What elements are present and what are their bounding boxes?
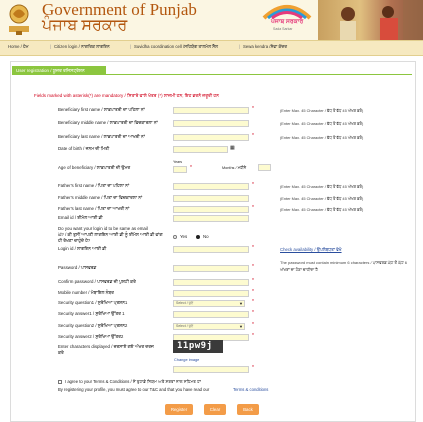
label-middle-name: Beneficiary middle name / ਲਾਭਪਾਤਰੀ ਦਾ ਵਿਚਕਾਰਲਾ ਨਾਂ <box>58 120 158 125</box>
nav-separator: | <box>50 44 52 49</box>
nav-citizen-login[interactable]: Citizen login / ਨਾਗਰਿਕ ਲਾਗਇਨ <box>54 44 110 49</box>
required-marker: * <box>252 133 254 139</box>
agree-terms-label: I agree to your Terms & Conditions / ਮੈਂ ਤੁਹਾਡੇ ਨਿਯਮ ਅਤੇ ਸ਼ਰਤਾਂ ਨਾਲ ਸਹਿਮਤ ਹਾਂ <box>65 379 201 384</box>
label-email: Email id / ਈਮੇਲ ਆਈ ਡੀ <box>58 215 103 220</box>
brand-name: ਪੰਜਾਬ ਸਰਕਾਰ <box>271 19 304 25</box>
nav-suvidha-cell[interactable]: Suvidha coordination cell /ਸਹਿਯੋਗ ਤਾਲਮੇਲ ਸੈੱਲ <box>134 44 218 49</box>
label-security-answer-1: Security answer1 / ਸੁਰੱਖਿਆ ਉੱਤਰ 1 <box>58 311 125 316</box>
label-years: Years <box>173 160 183 164</box>
label-father-last-name: Father's last name / ਪਿਤਾ ਦਾ ਆਖਰੀ ਨਾਂ <box>58 206 130 211</box>
date-of-birth-input[interactable] <box>173 146 228 153</box>
label-password: Password / ਪਾਸਵਰਡ <box>58 265 97 270</box>
required-marker: * <box>252 264 254 270</box>
required-marker: * <box>252 365 254 371</box>
change-image-link[interactable]: Change image <box>174 357 200 362</box>
max-length-hint: (Enter Max. 45 Character / ਵੱਧ ਤੋਂ ਵੱਧ 45 ਅੱਖਰ ਭਰੋ) <box>280 184 364 189</box>
father-last-name-input[interactable] <box>173 206 249 213</box>
brand-tagline: Sada Sarkar <box>273 27 293 31</box>
required-marker: * <box>252 182 254 188</box>
max-length-hint: (Enter Max. 45 Character / ਵੱਧ ਤੋਂ ਵੱਧ 45 ਅੱਖਰ ਭਰੋ) <box>280 108 364 113</box>
security-question-1-select[interactable] <box>173 300 245 307</box>
clear-button[interactable]: Clear <box>204 404 226 415</box>
label-no: No <box>203 234 209 239</box>
password-requirement-note: The password must contain minimum 6 characters / ਪਾਸਵਰਡ ਘੱਟ ਤੋਂ ਘੱਟ 6 ਅੱਖਰਾਂ ਦਾ ਹੋਣਾ ਚਾਹੀਦਾ ਹੈ <box>280 260 407 272</box>
required-marker: * <box>252 289 254 295</box>
select-placeholder: Select / ਚੁਣੋ <box>176 324 194 328</box>
max-length-hint: (Enter Max. 45 Character / ਵੱਧ ਤੋਂ ਵੱਧ 45 ਅੱਖਰ ਭਰੋ) <box>280 207 364 212</box>
site-title-english: Government of Punjab <box>42 0 197 19</box>
label-age: Age of beneficiary / ਲਾਭਪਾਤਰੀ ਦੀ ਉਮਰ <box>58 165 131 170</box>
label-father-middle-name: Father's middle name / ਪਿਤਾ ਦਾ ਵਿਚਕਾਰਲਾ ਨਾਂ <box>58 195 143 200</box>
father-first-name-input[interactable] <box>173 183 249 190</box>
father-middle-name-input[interactable] <box>173 195 249 202</box>
required-marker: * <box>252 310 254 316</box>
required-marker: * <box>252 245 254 251</box>
back-button[interactable]: Back <box>237 404 259 415</box>
label-confirm-password: Confirm password / ਪਾਸਵਰਡ ਦੀ ਪੁਸ਼ਟੀ ਕਰੋ <box>58 279 136 284</box>
security-question-2-select[interactable] <box>173 323 245 330</box>
nav-home[interactable]: Home / ਹੋਮ <box>8 44 29 49</box>
password-input[interactable] <box>173 265 249 272</box>
agree-terms-note: By registering your profile, you must agree to our T&C and that you have read our <box>58 387 210 392</box>
chevron-down-icon: ▼ <box>239 301 243 306</box>
mandatory-note: Fields marked with asterisk(*) are mandatory / ਸਿਤਾਰੇ ਵਾਲੇ ਖੇਤਰ (*) ਲਾਜ਼ਮੀ ਹਨ, ਇਹ ਭਰਨੇ ਜ਼ਰੂਰੀ ਹਨ <box>34 93 219 98</box>
required-marker: * <box>252 205 254 211</box>
security-answer-1-input[interactable] <box>173 311 249 318</box>
same-login-yes-radio[interactable] <box>173 235 177 239</box>
label-security-question-1: Security question1 / ਸੁਰੱਖਿਆ ਪ੍ਰਸ਼ਨ1 <box>58 300 128 305</box>
required-marker: * <box>252 106 254 112</box>
required-marker: * <box>252 299 254 305</box>
site-title-punjabi: ਪੰਜਾਬ ਸਰਕਾਰ <box>42 17 128 34</box>
label-first-name: Beneficiary first name / ਲਾਭਪਾਤਰੀ ਦਾ ਪਹਿਲਾ ਨਾਂ <box>58 107 145 112</box>
same-login-no-radio[interactable] <box>196 235 200 239</box>
label-same-login-line3: ਹੀ ਰੱਖਣਾ ਚਾਹੁੰਦੇ ਹੋ? <box>58 238 91 243</box>
header-photo <box>318 0 423 40</box>
age-months-input[interactable] <box>258 164 271 171</box>
label-security-answer-2: Security answer2 / ਸੁਰੱਖਿਆ ਉੱਤਰ2 <box>58 334 124 339</box>
confirm-password-input[interactable] <box>173 279 249 286</box>
captcha-image: 11pw9j <box>173 340 223 353</box>
nav-sewa-kendra[interactable]: Sewa kendra /ਸੇਵਾ ਕੇਂਦਰ <box>243 44 287 49</box>
label-last-name: Beneficiary last name / ਲਾਭਪਾਤਰੀ ਦਾ ਆਖਰੀ ਨਾਂ <box>58 134 145 139</box>
max-length-hint: (Enter Max. 45 Character / ਵੱਧ ਤੋਂ ਵੱਧ 45 ਅੱਖਰ ਭਰੋ) <box>280 135 364 140</box>
label-date-of-birth: Date of birth / ਜਨਮ ਦੀ ਮਿਤੀ <box>58 146 110 151</box>
login-id-input[interactable] <box>173 246 249 253</box>
label-security-question-2: Security question2 / ਸੁਰੱਖਿਆ ਪ੍ਰਸ਼ਨ2 <box>58 323 128 328</box>
tab-underline <box>106 74 412 75</box>
terms-and-conditions-link[interactable]: Terms & conditions <box>233 387 269 392</box>
required-marker: * <box>252 278 254 284</box>
label-yes: Yes <box>180 234 188 239</box>
first-name-input[interactable] <box>173 107 249 114</box>
required-marker: * <box>252 322 254 328</box>
label-captcha-line2: ਕਰੋ <box>58 350 64 355</box>
select-placeholder: Select / ਚੁਣੋ <box>176 301 194 305</box>
check-availability-link[interactable]: Check availability / ਉਪਲੱਬਧਤਾ ਵੇਖੋ <box>280 247 342 252</box>
label-same-login-line1: Do you want your login id to be same as email <box>58 226 148 231</box>
mobile-number-input[interactable] <box>173 290 249 297</box>
chevron-down-icon: ▼ <box>239 324 243 329</box>
nav-separator: | <box>239 44 241 49</box>
label-login-id: Login id / ਲਾਗਇਨ ਆਈ ਡੀ <box>58 246 107 251</box>
label-same-login-line2: id? / ਕੀ ਤੁਸੀਂ ਆਪਣੀ ਲਾਗਇਨ ਆਈ ਡੀ ਨੂੰ ਈਮੇਲ ਆਈ ਡੀ ਵਾਂਗ <box>58 232 163 237</box>
label-mobile: Mobile number / ਮੋਬਾਇਲ ਨੰਬਰ <box>58 290 114 295</box>
label-father-first-name: Father's first name / ਪਿਤਾ ਦਾ ਪਹਿਲਾ ਨਾਂ <box>58 183 130 188</box>
punjab-emblem-icon <box>6 2 32 36</box>
label-months: Months / ਮਹੀਨੇ <box>222 166 246 170</box>
max-length-hint: (Enter Max. 45 Character / ਵੱਧ ਤੋਂ ਵੱਧ 45 ਅੱਖਰ ਭਰੋ) <box>280 121 364 126</box>
label-captcha-line1: Enter characters displayed / ਦਰਸਾਏ ਗਏ ਅੱਖਰ ਦਰਜ <box>58 344 154 349</box>
register-button[interactable]: Register <box>165 404 193 415</box>
max-length-hint: (Enter Max. 45 Character / ਵੱਧ ਤੋਂ ਵੱਧ 45 ਅੱਖਰ ਭਰੋ) <box>280 196 364 201</box>
last-name-input[interactable] <box>173 134 249 141</box>
required-marker: * <box>190 165 192 171</box>
email-input[interactable] <box>173 215 249 222</box>
tab-label: User registration / ਯੂਜ਼ਰ ਰਜਿਸਟ੍ਰੇਸ਼ਨ <box>16 67 85 73</box>
required-marker: * <box>252 333 254 339</box>
captcha-input[interactable] <box>173 366 249 373</box>
agree-terms-checkbox[interactable] <box>58 380 62 384</box>
nav-separator: | <box>130 44 132 49</box>
age-years-input[interactable] <box>173 166 187 173</box>
calendar-icon[interactable]: ▦ <box>230 145 235 151</box>
middle-name-input[interactable] <box>173 120 249 127</box>
